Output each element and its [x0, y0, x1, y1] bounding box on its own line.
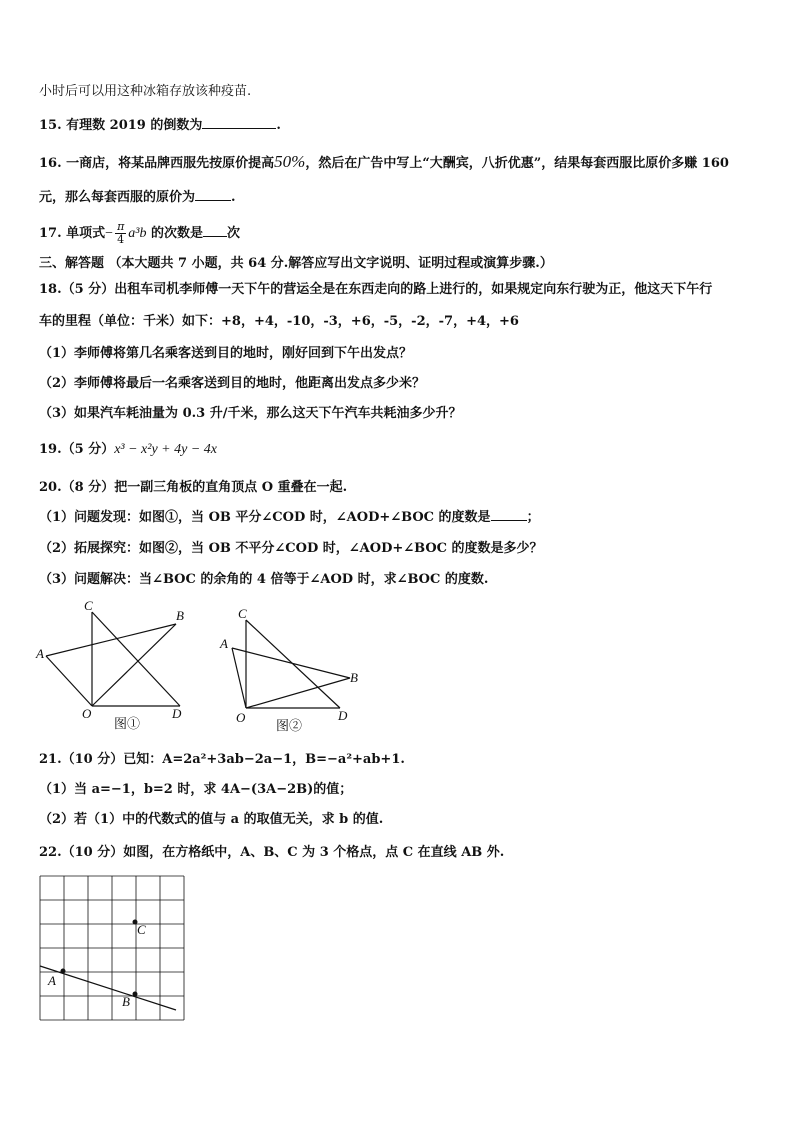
- q21-text: 21.（10 分）已知：A=2a²+3ab−2a−1，B=−a²+ab+1.: [39, 752, 405, 767]
- grid-figure: [36, 872, 186, 1024]
- q19: [39, 442, 217, 458]
- q20-text: 20.（8 分）把一副三角板的直角顶点 O 重叠在一起.: [39, 480, 348, 495]
- grid-label-c: C: [137, 922, 146, 937]
- q16-end: .: [231, 190, 236, 205]
- q16-text-b: ，然后在广告中写上“大酬宾，八折优惠”，结果每套西服比原价多赚 160: [305, 156, 729, 171]
- grid-point-a: [61, 969, 66, 974]
- q16-blank: [195, 200, 231, 201]
- q20-part3-text: （3）问题解决：当∠BOC 的余角的 4 倍等于∠AOD 时，求∠BOC 的度数.: [39, 572, 489, 587]
- q19-text: 19.（5 分）: [39, 442, 115, 457]
- q17-fraction: [115, 221, 126, 246]
- q20-part1-text: （1）问题发现：如图①，当 OB 平分∠COD 时，∠AOD+∠BOC 的度数是: [39, 510, 491, 525]
- q18-part1: [39, 346, 412, 362]
- q15-blank: [202, 128, 276, 129]
- q20-part1-end: ；: [526, 510, 540, 525]
- q20-part2-text: （2）拓展探究：如图②，当 OB 不平分∠COD 时，∠AOD+∠BOC 的度数是多少？: [39, 541, 543, 556]
- q21-part2-text: （2）若（1）中的代数式的值与 a 的取值无关，求 b 的值.: [39, 812, 384, 827]
- fig1-label-a: A: [36, 646, 44, 661]
- q17-text-c: 次: [227, 226, 241, 241]
- q18-part3-text: （3）如果汽车耗油量为 0.3 升/千米，那么这天下午汽车共耗油多少升？: [39, 406, 462, 421]
- q16-percent: 50%: [274, 152, 306, 171]
- fig2-label-b: B: [350, 670, 358, 685]
- grid-label-a: A: [48, 973, 56, 988]
- q18: [39, 282, 712, 298]
- q18-part1-text: （1）李师傅将第几名乘客送到目的地时，刚好回到下午出发点？: [39, 346, 413, 361]
- q16-text-c: 元，那么每套西服的原价为: [39, 190, 196, 205]
- q18-text-b: 车的里程（单位：千米）如下：+8，+4，-10，-3，+6，-5，-2，-7，+4，+6: [39, 314, 519, 329]
- q20-blank: [491, 520, 527, 521]
- q17-text-a: 17. 单项式: [39, 226, 106, 241]
- grid-line-ab: [40, 966, 176, 1010]
- q17-sign: −: [105, 226, 114, 241]
- q15-end: .: [276, 118, 281, 133]
- q18-part2-text: （2）李师傅将最后一名乘客送到目的地时，他距离出发点多少米？: [39, 376, 426, 391]
- figure-2: [212, 598, 372, 736]
- fig2-line-ab: [232, 648, 350, 678]
- q18-part2: [39, 376, 425, 392]
- q20-part3: [39, 572, 488, 588]
- figure-1: [30, 598, 200, 736]
- q20: [39, 480, 347, 496]
- fig1-label-b: B: [176, 608, 184, 623]
- fig2-line-ao: [232, 648, 246, 708]
- q18-part3: [39, 406, 461, 422]
- fig2-label-a: A: [220, 636, 228, 651]
- q15-text: 15. 有理数 2019 的倒数为: [39, 118, 203, 133]
- fig1-line-ob: [92, 624, 176, 706]
- q20-part2: [39, 541, 543, 557]
- grid-label-b: B: [122, 994, 130, 1009]
- fig1-label-o: O: [82, 706, 92, 721]
- q17-numerator: π: [117, 220, 125, 233]
- grid-point-b: [133, 992, 138, 997]
- fig2-label-o: O: [236, 710, 246, 725]
- text-vaccine: 小时后可以用这种冰箱存放该种疫苗.: [39, 84, 252, 99]
- q17-text-b: 的次数是: [151, 226, 204, 241]
- fig1-caption: 图①: [114, 716, 141, 731]
- q21-part2: [39, 812, 383, 828]
- q21-part1-text: （1）当 a=−1，b=2 时，求 4A−(3A−2B)的值；: [39, 782, 353, 797]
- q22: [39, 845, 504, 861]
- q17-blank: [203, 236, 227, 237]
- q17: [39, 220, 240, 248]
- fig1-label-c: C: [84, 598, 93, 613]
- line-vaccine: [39, 84, 251, 100]
- q16-cont: [39, 190, 236, 206]
- fig2-label-c: C: [238, 606, 247, 621]
- q18-text-a: 18.（5 分）出租车司机李师傅一天下午的营运全是在东西走向的路上进行的，如果规定向东行驶为正，他这天下午行: [39, 282, 713, 297]
- q22-text: 22.（10 分）如图，在方格纸中，A、B、C 为 3 个格点，点 C 在直线 AB 外.: [39, 845, 505, 860]
- q21-part1: [39, 782, 352, 798]
- q20-part1: [39, 510, 540, 526]
- section-3-heading: [39, 256, 553, 272]
- q15: [39, 118, 281, 134]
- q18-cont: [39, 314, 519, 330]
- grid-lines: [40, 876, 184, 1020]
- q16-text-a: 16. 一商店，将某品牌西服先按原价提高: [39, 156, 275, 171]
- fig2-caption: 图②: [276, 718, 303, 733]
- fig1-label-d: D: [172, 706, 182, 721]
- fig1-line-ab: [46, 624, 176, 656]
- q16: [39, 154, 729, 172]
- fig1-line-ao: [46, 656, 92, 706]
- q21: [39, 752, 405, 768]
- fig2-label-d: D: [338, 708, 348, 723]
- q17-denominator: 4: [117, 233, 125, 246]
- q17-monomial: a³b: [128, 226, 147, 241]
- section-3-text: 三、解答题 （本大题共 7 小题，共 64 分.解答应写出文字说明、证明过程或演算步骤.）: [39, 256, 553, 271]
- q19-expression: x³ − x²y + 4y − 4x: [114, 442, 218, 457]
